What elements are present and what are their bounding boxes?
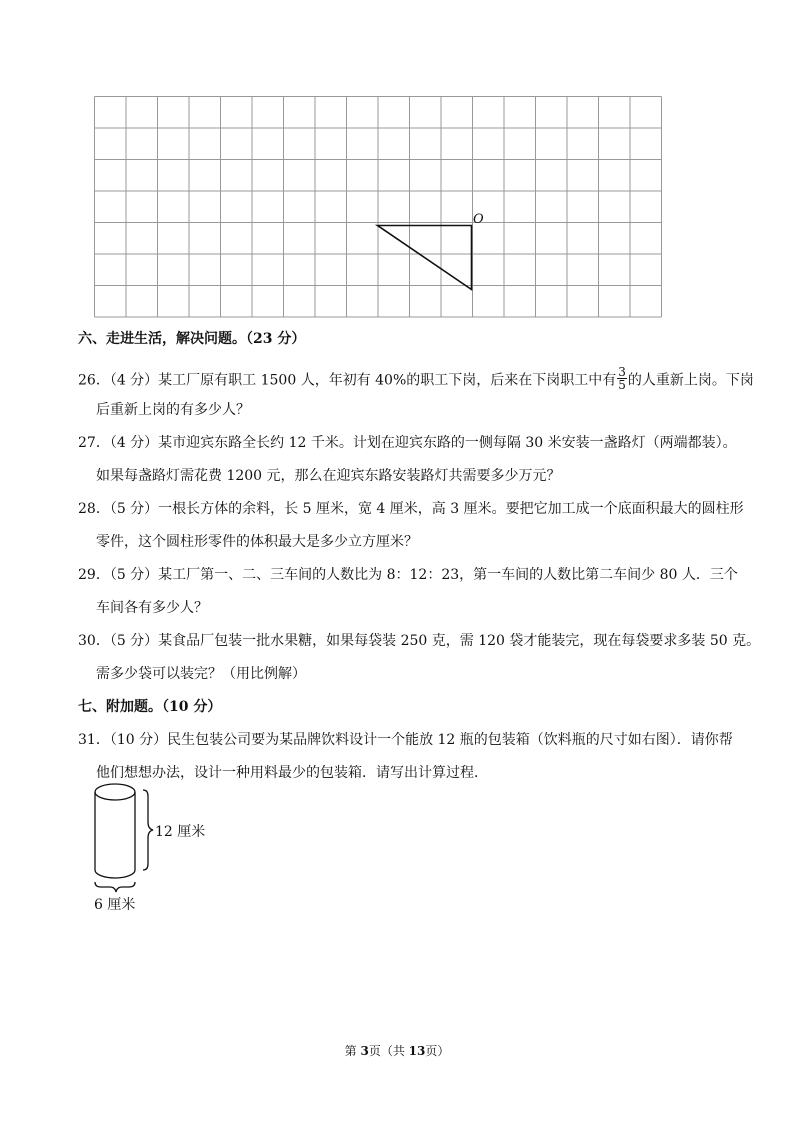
footer-suffix: 页） — [425, 1044, 450, 1058]
fraction-denominator: 5 — [618, 378, 626, 392]
right-triangle — [378, 226, 472, 290]
cylinder-top-ellipse — [95, 784, 135, 800]
grid-figure — [94, 96, 664, 328]
question-30-line-2: 需多少袋可以装完？（用比例解） — [96, 666, 306, 682]
question-26-line-1 — [78, 365, 754, 393]
point-o-label: O — [473, 212, 484, 227]
question-29-line-1: 29．（5 分）某工厂第一、二、三车间的人数比为 8：12：23，第一车间的人数比第二车间少 80 人．三个 — [78, 567, 738, 583]
question-27-line-1: 27．（4 分）某市迎宾东路全长约 12 千米。计划在迎宾东路的一侧每隔 30 米安装一盏路灯（两端都装）。 — [78, 435, 737, 451]
question-29-line-2: 车间各有多少人？ — [96, 600, 208, 616]
height-brace — [143, 790, 153, 870]
width-label: 6 厘米 — [94, 897, 136, 913]
grid-svg — [94, 96, 664, 324]
question-27-line-2: 如果每盏路灯需花费 1200 元，那么在迎宾东路安装路灯共需要多少万元？ — [96, 468, 561, 484]
footer-prefix: 第 — [344, 1044, 361, 1058]
question-28-line-2: 零件，这个圆柱形零件的体积最大是多少立方厘米？ — [96, 534, 418, 550]
page-footer — [0, 1042, 794, 1059]
question-26-line-2: 后重新上岗的有多少人？ — [96, 402, 250, 418]
cylinder-bottom-arc — [95, 870, 135, 878]
cylinder-svg — [88, 780, 228, 915]
height-label: 12 厘米 — [155, 824, 206, 840]
question-31-line-2: 他们想想办法，设计一种用料最少的包装箱．请写出计算过程． — [96, 765, 488, 781]
footer-page-number: 3 — [360, 1044, 369, 1058]
cylinder-figure — [88, 780, 228, 919]
section-seven-heading: 七、附加题。（10 分） — [78, 699, 222, 715]
footer-total-pages: 13 — [408, 1044, 426, 1058]
question-30-line-1: 30．（5 分）某食品厂包装一批水果糖，如果每袋装 250 克，需 120 袋才能装完，现在每袋要求多装 50 克。 — [78, 633, 761, 649]
question-28-line-1: 28．（5 分）一根长方体的余料，长 5 厘米，宽 4 厘米，高 3 厘米。要把它加工成一个底面积最大的圆柱形 — [78, 501, 744, 517]
width-brace — [95, 882, 135, 892]
footer-middle: 页（共 — [368, 1044, 409, 1058]
question-31-line-1: 31．（10 分）民生包装公司要为某品牌饮料设计一个能放 12 瓶的包装箱（饮料瓶的尺寸如右图）．请你帮 — [78, 732, 733, 748]
fraction-three-fifths — [617, 366, 627, 391]
question-26-text-a: 26．（4 分）某工厂原有职工 1500 人，年初有 40%的职工下岗，后来在下岗职工中有 — [78, 372, 617, 389]
fraction-numerator: 3 — [618, 365, 626, 379]
question-26-text-b: 的人重新上岗。下岗 — [627, 372, 754, 389]
section-six-heading: 六、走进生活，解决问题。（23 分） — [78, 331, 306, 347]
